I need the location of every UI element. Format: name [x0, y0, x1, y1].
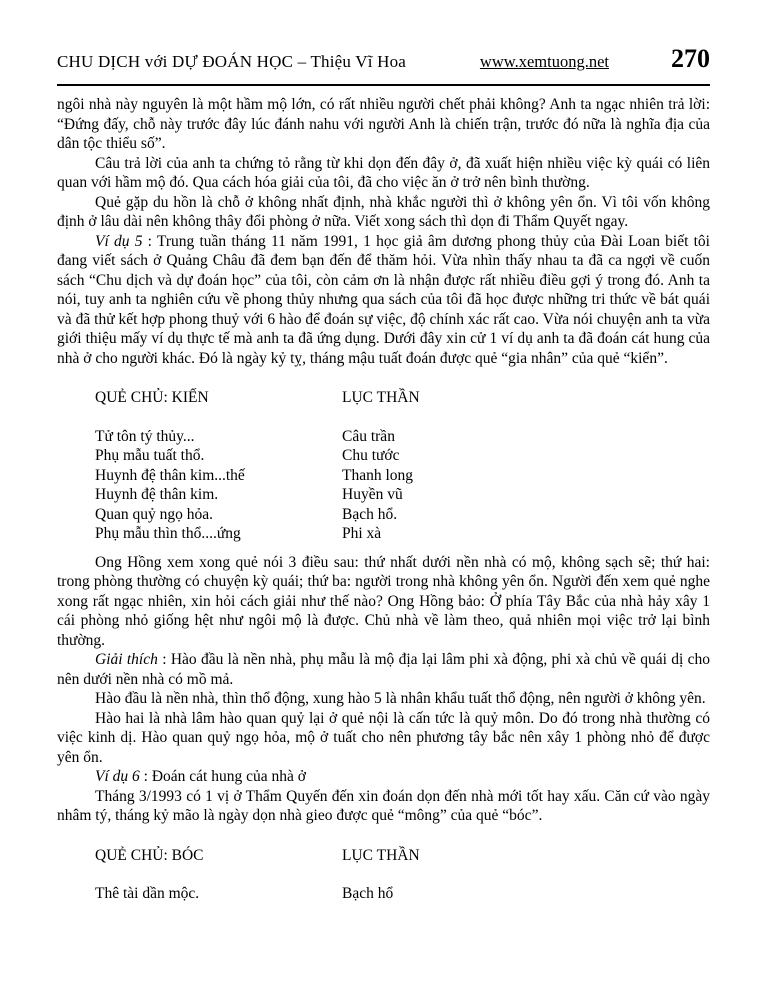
table-row: [95, 884, 710, 904]
table-col2-header: LỤC THẦN: [342, 846, 420, 864]
table-col1-header: QUẺ CHỦ: BÓC: [95, 846, 204, 864]
table-col2-header: LỤC THẦN: [342, 389, 420, 406]
hexagram-line-label: Huynh đệ thân kim...thế: [95, 466, 245, 484]
paragraph: Quẻ gặp du hồn là chỗ ở không nhất định, nhà khắc người thì ở không yên ổn. Vì tôi vốn không định ở lâu dài nên không thây đổi phòng ở nữa. Viết xong sách thì dọn đi Thẩm Quyết ngay.: [57, 193, 710, 230]
table-row: [95, 524, 710, 544]
hexagram-line-label: Huynh đệ thân kim.: [95, 486, 219, 503]
paragraph: ngôi nhà này nguyên là một hầm mộ lớn, có rất nhiều người chết phải không? Anh ta ngạc nhiên trả lời: “Đứng đấy, chỗ này trước đây lúc đánh nahu với người Anh là chiến trận, trước đó nữa là nghĩa địa của dân tộc thiểu số”.: [57, 96, 710, 152]
hexagram-line-label: Phụ mẫu thìn thổ....ứng: [95, 525, 241, 542]
hexagram-line-label: Phụ mẫu tuất thổ.: [95, 447, 205, 464]
table-header-row: [95, 388, 710, 408]
example-label: Ví dụ 5: [95, 232, 143, 250]
table-row: [95, 505, 710, 525]
six-god-label: Phi xà: [342, 525, 382, 542]
hexagram-table-kien: [95, 388, 710, 544]
six-god-label: Câu trần: [342, 427, 395, 445]
hexagram-line-label: Thê tài dần mộc.: [95, 885, 200, 902]
table-row: [95, 466, 710, 486]
table-row: [95, 485, 710, 505]
explanation-label: Giải thích: [95, 651, 158, 668]
six-god-label: Thanh long: [342, 466, 414, 484]
table-header-row: [95, 846, 710, 866]
website-link[interactable]: www.xemtuong.net: [479, 52, 609, 71]
paragraph: [57, 767, 710, 787]
table-row: [95, 427, 710, 447]
page-number: 270: [671, 44, 710, 73]
paragraph-text: : Đoán cát hung của nhà ở: [139, 768, 306, 785]
page-header: [57, 44, 710, 74]
paragraph-text: : Hào đầu là nền nhà, phụ mẫu là mộ địa lại lâm phi xà động, phi xà chủ về quái dị cho nên dưới nền nhà có mồ mả.: [57, 651, 710, 688]
hexagram-line-label: Quan quỷ ngọ hỏa.: [95, 505, 213, 523]
example-label: Ví dụ 6: [95, 768, 140, 785]
six-god-label: Huyền vũ: [342, 486, 403, 503]
paragraph: Ong Hồng xem xong quẻ nói 3 điều sau: thứ nhất dưới nền nhà có mộ, không sạch sẽ; thứ hai: trong phòng thường có chuyện kỳ quái; thứ ba: người trong nhà không yên ổn. Người đến xem quẻ nghe xong rất ngạc nhiên, xin hỏi cách giải như thế nào? Ong Hồng bảo: Ở phía Tây Bắc của nhà hảy xây 1 cái phòng nhỏ giống hệt như ngôi mộ là được. Chủ nhà về làm theo, quả nhiên mọi việc trở lại bình thường.: [57, 553, 710, 649]
six-god-label: Bạch hổ.: [342, 505, 398, 523]
paragraph: Câu trả lời của anh ta chứng tỏ rằng từ khi dọn đến đây ở, đã xuất hiện nhiều việc kỳ quái có liên quan với hầm mộ đó. Qua cách hóa giải của tôi, đã cho việc ăn ở trở nên bình thường.: [57, 154, 710, 191]
header-divider: [57, 84, 710, 86]
book-title: CHU DỊCH với DỰ ĐOÁN HỌC – Thiệu Vĩ Hoa: [57, 52, 407, 71]
hexagram-line-label: Tử tôn tý thủy...: [95, 427, 195, 445]
paragraph: [57, 650, 710, 689]
table-col1-header: QUẺ CHỦ: KIẾN: [95, 389, 209, 406]
hexagram-table-boc: [95, 846, 710, 904]
six-god-label: Bạch hổ: [342, 885, 394, 902]
paragraph: Hào hai là nhà lâm hào quan quỷ lại ở quẻ nội là cấn tức là quỷ môn. Do đó trong nhà thường có việc kinh dị. Hào quan quỷ ngọ hỏa, mộ ở tuất cho nên phương tây bắc nên xây 1 phòng nhỏ để được yên ổn.: [57, 709, 710, 766]
paragraph: Tháng 3/1993 có 1 vị ở Thẩm Quyến đến xin đoán dọn đến nhà mới tốt hay xấu. Căn cứ vào ngày nhâm tý, tháng kỷ mão là ngày dọn nhà gieo được quẻ “mông” của quẻ “bóc”.: [57, 787, 710, 824]
page-body: [57, 95, 710, 904]
six-god-label: Chu tước: [342, 447, 400, 464]
paragraph: [57, 232, 710, 369]
table-row: [95, 446, 710, 466]
paragraph-text: : Trung tuần tháng 11 năm 1991, 1 học giả âm dương phong thủy của Đài Loan biết tôi đang viết sách ở Quảng Châu đã đem bạn đến để thăm hỏi. Vừa nhìn thấy nhau ta đã ca ngợi về cuốn sách “Chu dịch và dự đoán học” của tôi, còn cảm ơn là nhận được rất nhiều điều gợi ý trong đó. Anh ta nói, tuy anh ta nghiên cứu về phong thủy nhưng qua sách của tôi đã học được những tri thức về bát quái và đã thử kết hợp phong thuỷ với 6 hào để đoán sự việc, độ chính xác rất cao. Vừa nói chuyện anh ta vừa giới thiệu mấy ví dụ thực tế mà anh ta đã ứng dụng. Dưới đây xin cử 1 ví dụ anh ta đã đoán cát hung của nhà ở cho người khác. Đó là ngày kỷ tỵ, tháng mậu tuất đoán được quẻ “gia nhân” của quẻ “kiển”.: [57, 232, 710, 367]
paragraph: Hào đầu là nền nhà, thìn thổ động, xung hào 5 là nhân khẩu tuất thổ động, nên người ở không yên.: [95, 690, 706, 707]
